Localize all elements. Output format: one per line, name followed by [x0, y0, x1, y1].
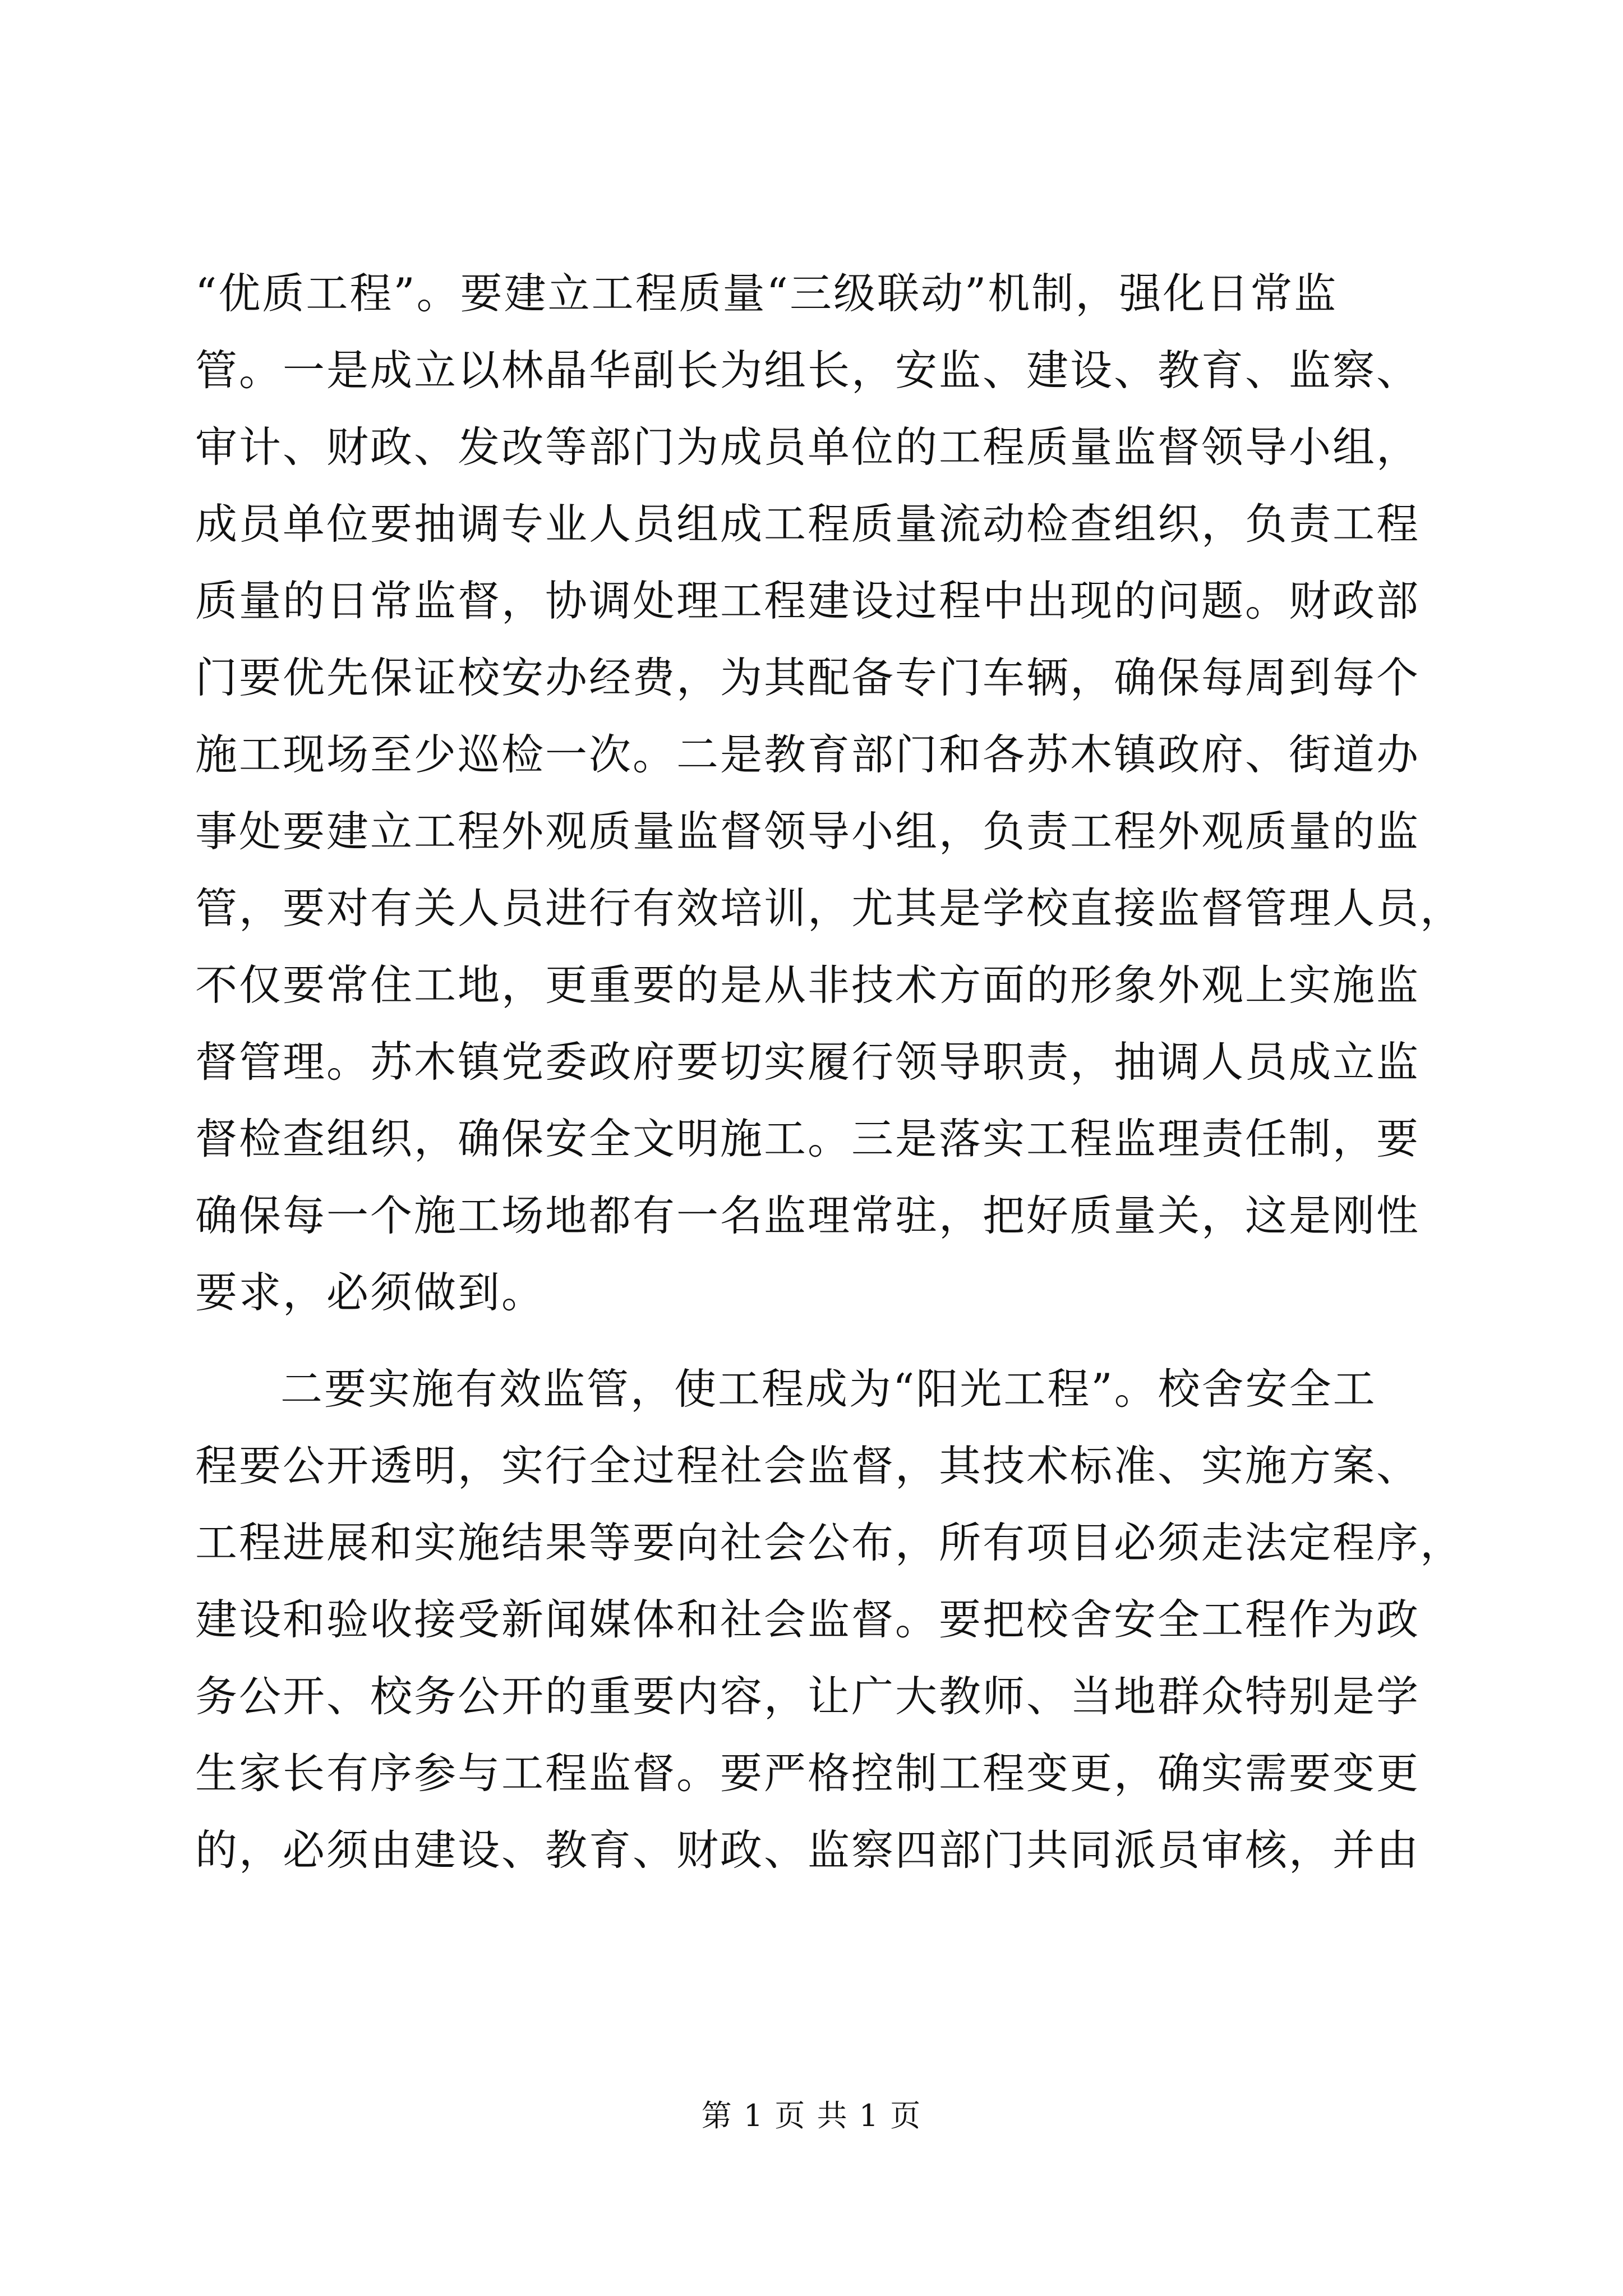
text-line: 务公开、校务公开的重要内容，让广大教师、当地群众特别是学 [195, 1672, 1421, 1721]
text-line: 施工现场至少巡检一次。二是教育部门和各苏木镇政府、街道办 [195, 730, 1421, 779]
text-line: 管。一是成立以林晶华副长为组长，安监、建设、教育、监察、 [195, 346, 1421, 395]
text-line: 事处要建立工程外观质量监督领导小组，负责工程外观质量的监 [195, 807, 1421, 856]
text-line: 生家长有序参与工程监督。要严格控制工程变更，确实需要变更 [195, 1749, 1421, 1798]
text-line: “优质工程”。要建立工程质量“三级联动”机制，强化日常监 [195, 269, 1338, 318]
text-line: 要求，必须做到。 [195, 1268, 546, 1317]
text-line: 督检查组织，确保安全文明施工。三是落实工程监理责任制，要 [195, 1114, 1421, 1163]
text-line: 门要优先保证校安办经费，为其配备专门车辆，确保每周到每个 [195, 653, 1421, 702]
text-line: 工程进展和实施结果等要向社会公布，所有项目必须走法定程序， [195, 1518, 1464, 1567]
paragraph-2 [195, 1351, 1464, 1889]
text-line: 质量的日常监督，协调处理工程建设过程中出现的问题。财政部 [195, 576, 1421, 625]
text-line: 程要公开透明，实行全过程社会监督，其技术标准、实施方案、 [195, 1441, 1421, 1490]
text-line: 的，必须由建设、教育、财政、监察四部门共同派员审核，并由 [195, 1825, 1421, 1875]
page-footer [0, 2093, 1623, 2138]
document-body [195, 255, 1464, 1889]
text-line: 不仅要常住工地，更重要的是从非技术方面的形象外观上实施监 [195, 960, 1421, 1010]
text-line: 成员单位要抽调专业人员组成工程质量流动检查组织，负责工程 [195, 499, 1421, 549]
text-line-indented: 二要实施有效监管，使工程成为“阳光工程”。校舍安全工 [280, 1364, 1377, 1414]
text-line: 建设和验收接受新闻媒体和社会监督。要把校舍安全工程作为政 [195, 1595, 1421, 1644]
text-line: 确保每一个施工场地都有一名监理常驻，把好质量关，这是刚性 [195, 1191, 1421, 1240]
page-number-label: 第 1 页 共 1 页 [701, 2098, 922, 2133]
text-line: 督管理。苏木镇党委政府要切实履行领导职责，抽调人员成立监 [195, 1037, 1421, 1087]
paragraph-1 [195, 255, 1464, 1331]
text-line: 管，要对有关人员进行有效培训，尤其是学校直接监督管理人员， [195, 884, 1464, 933]
paragraph-spacer [195, 1331, 1429, 1351]
text-line: 审计、财政、发改等部门为成员单位的工程质量监督领导小组， [195, 422, 1421, 472]
